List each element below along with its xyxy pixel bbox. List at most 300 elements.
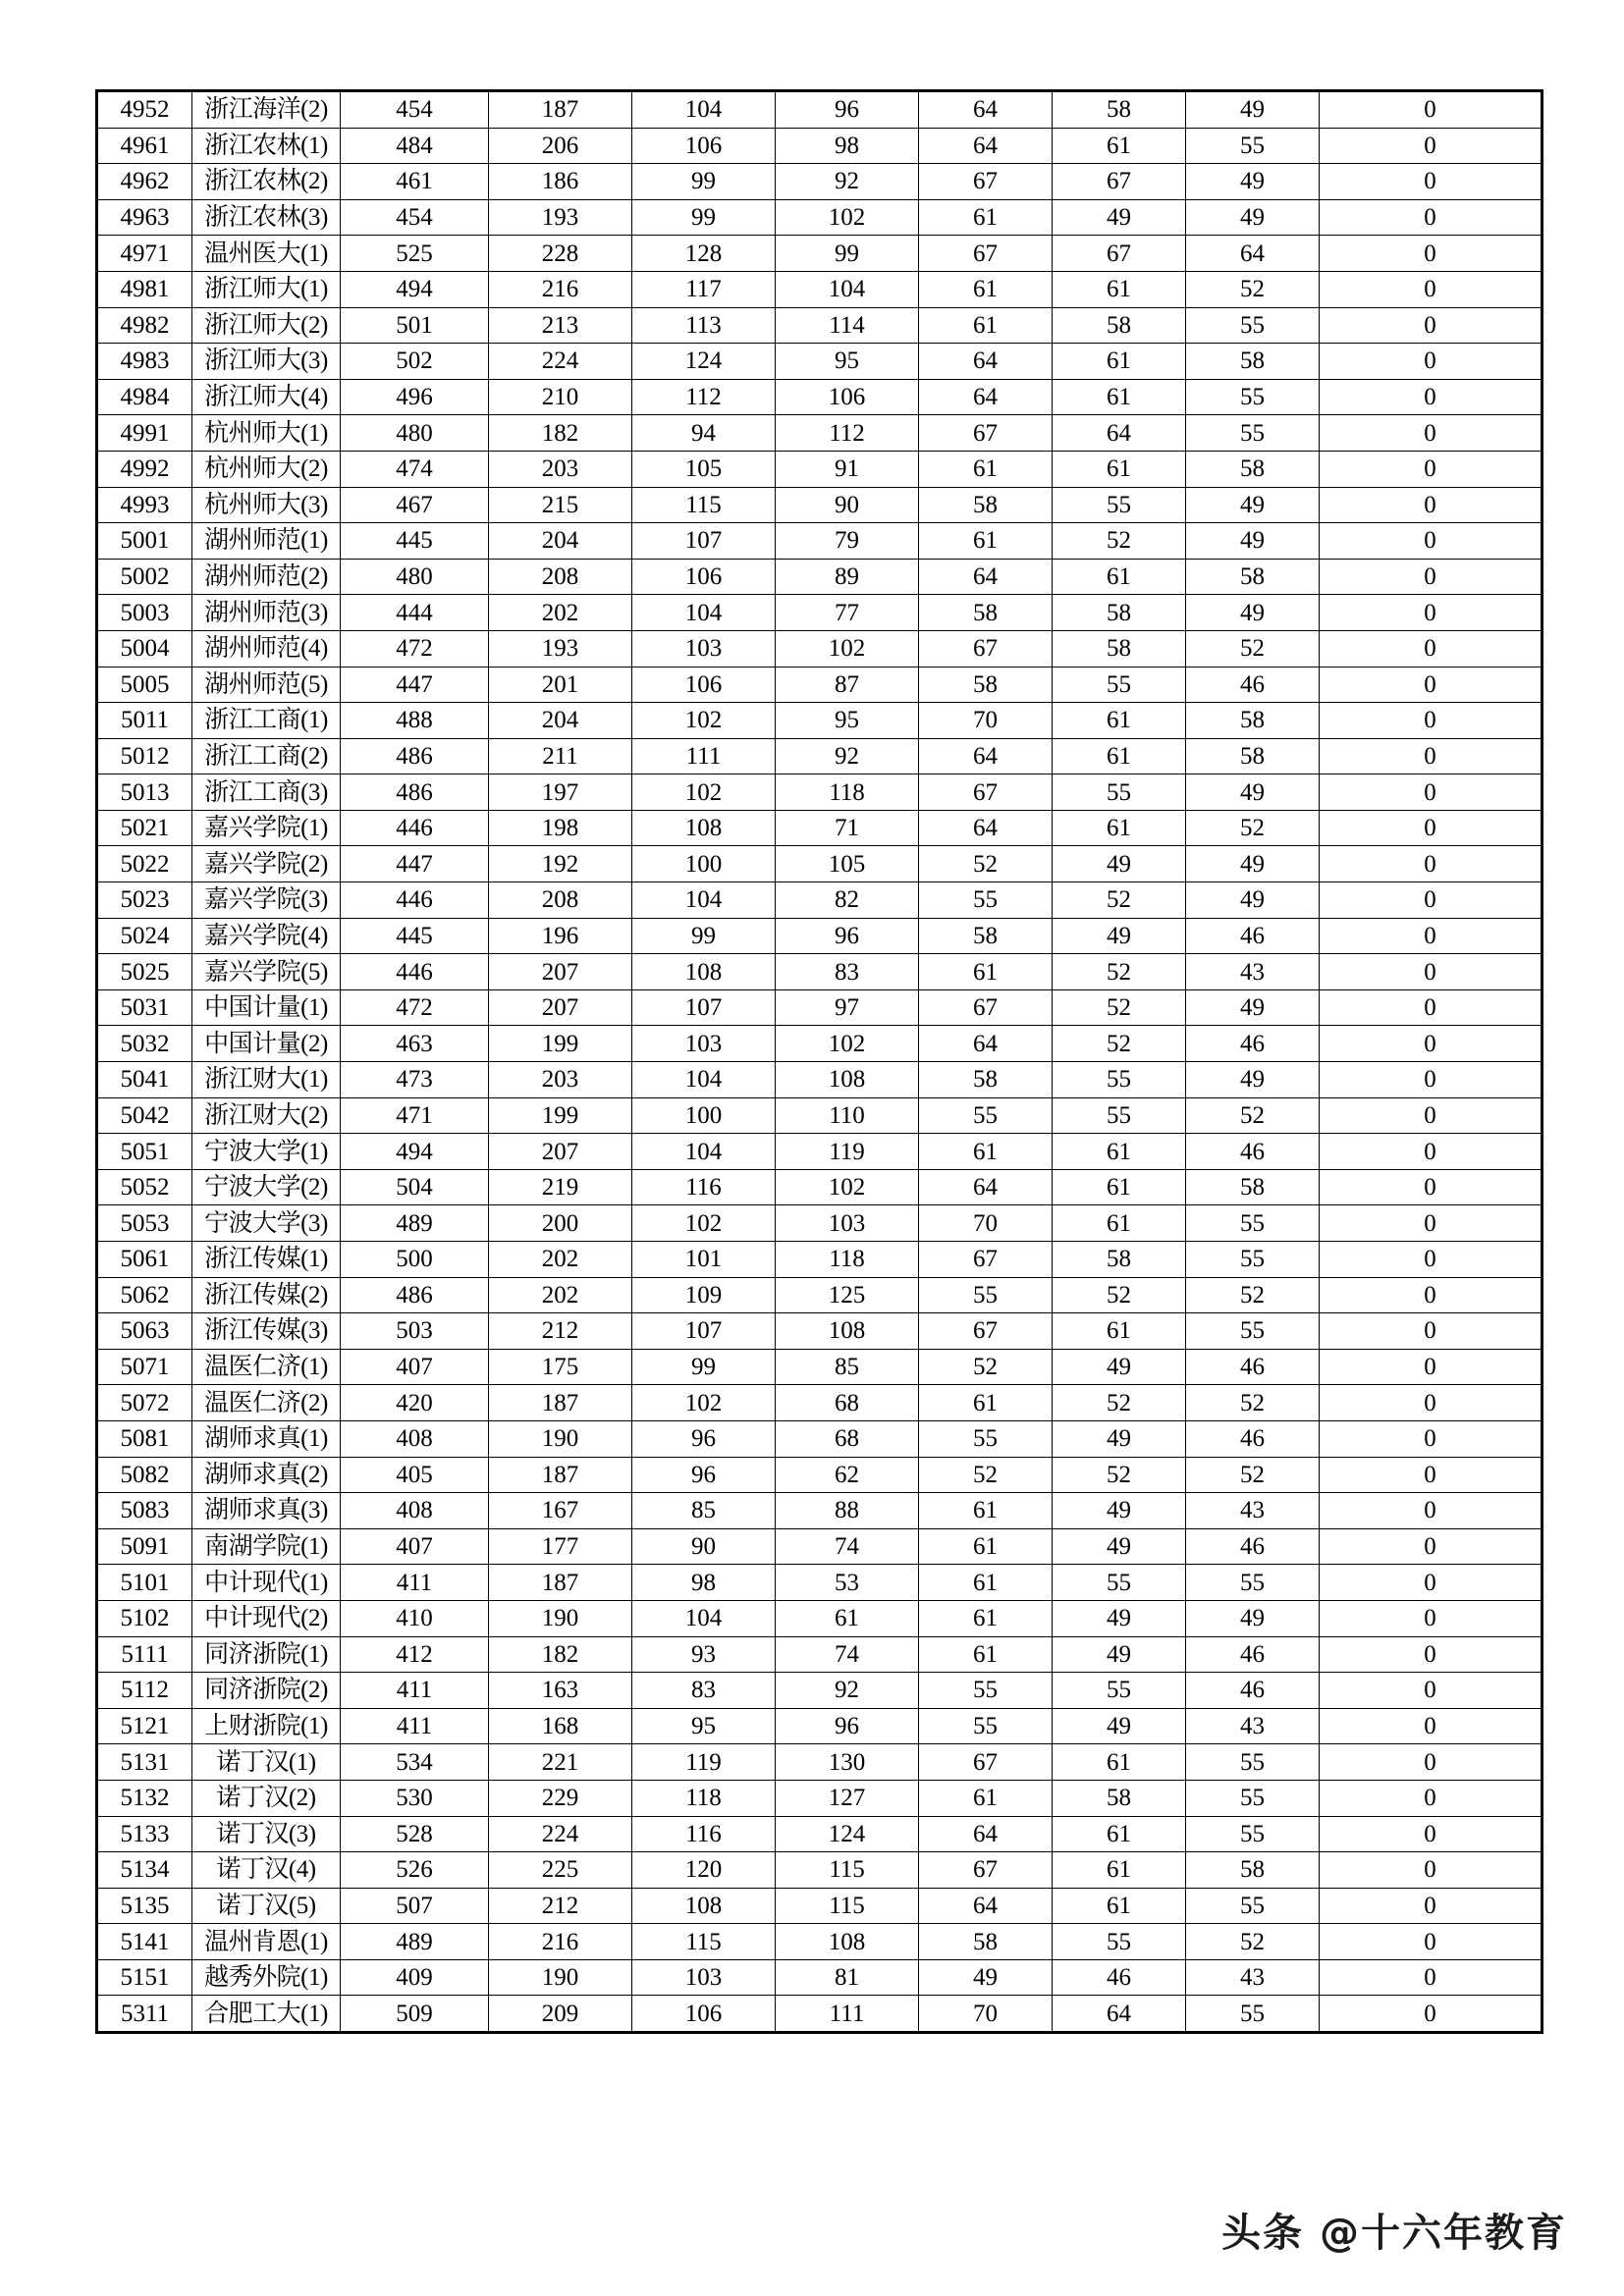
- cell-value-8: 0: [1320, 738, 1543, 774]
- cell-value-6: 67: [1053, 236, 1186, 272]
- cell-value-2: 216: [489, 271, 632, 307]
- cell-school-name: 浙江财大(1): [192, 1062, 341, 1098]
- cell-value-3: 124: [632, 344, 776, 380]
- cell-value-6: 67: [1053, 164, 1186, 200]
- cell-value-3: 100: [632, 1097, 776, 1134]
- table-row: [97, 1097, 1543, 1134]
- cell-value-4: 96: [776, 918, 919, 954]
- cell-value-8: 0: [1320, 810, 1543, 846]
- cell-value-6: 58: [1053, 91, 1186, 129]
- cell-value-7: 49: [1186, 846, 1320, 882]
- cell-value-7: 58: [1186, 703, 1320, 739]
- cell-value-4: 118: [776, 1242, 919, 1278]
- cell-code: 5002: [97, 559, 192, 595]
- cell-value-2: 177: [489, 1528, 632, 1565]
- cell-value-7: 49: [1186, 989, 1320, 1026]
- cell-value-6: 61: [1053, 1313, 1186, 1350]
- cell-value-1: 463: [341, 1026, 489, 1062]
- cell-value-2: 207: [489, 1134, 632, 1170]
- cell-code: 5082: [97, 1457, 192, 1493]
- table-row: [97, 810, 1543, 846]
- cell-school-name: 浙江工商(2): [192, 738, 341, 774]
- cell-school-name: 浙江师大(2): [192, 307, 341, 344]
- cell-value-4: 74: [776, 1636, 919, 1673]
- cell-value-1: 445: [341, 918, 489, 954]
- cell-value-8: 0: [1320, 1959, 1543, 1996]
- cell-value-2: 190: [489, 1420, 632, 1457]
- cell-school-name: 合肥工大(1): [192, 1996, 341, 2033]
- cell-value-6: 61: [1053, 344, 1186, 380]
- cell-value-1: 530: [341, 1780, 489, 1816]
- cell-code: 5041: [97, 1062, 192, 1098]
- cell-value-3: 104: [632, 595, 776, 631]
- cell-value-5: 61: [919, 451, 1053, 487]
- cell-code: 5111: [97, 1636, 192, 1673]
- cell-value-6: 61: [1053, 1888, 1186, 1924]
- cell-value-3: 103: [632, 630, 776, 667]
- cell-value-3: 115: [632, 1924, 776, 1960]
- cell-value-4: 90: [776, 487, 919, 523]
- cell-value-4: 127: [776, 1780, 919, 1816]
- cell-school-name: 同济浙院(2): [192, 1673, 341, 1709]
- table-row: [97, 1924, 1543, 1960]
- cell-value-8: 0: [1320, 559, 1543, 595]
- cell-value-6: 55: [1053, 1062, 1186, 1098]
- cell-code: 4983: [97, 344, 192, 380]
- score-table-container: [95, 89, 1529, 2034]
- cell-value-2: 211: [489, 738, 632, 774]
- table-row: [97, 1888, 1543, 1924]
- cell-value-4: 82: [776, 882, 919, 919]
- cell-value-8: 0: [1320, 91, 1543, 129]
- table-row: [97, 954, 1543, 990]
- cell-code: 5023: [97, 882, 192, 919]
- cell-value-5: 58: [919, 1062, 1053, 1098]
- cell-value-3: 99: [632, 1349, 776, 1385]
- cell-value-1: 502: [341, 344, 489, 380]
- cell-value-7: 49: [1186, 487, 1320, 523]
- cell-value-2: 209: [489, 1996, 632, 2033]
- cell-value-6: 58: [1053, 595, 1186, 631]
- cell-value-1: 447: [341, 667, 489, 703]
- table-row: [97, 1277, 1543, 1313]
- cell-value-1: 526: [341, 1852, 489, 1889]
- cell-school-name: 浙江农林(1): [192, 128, 341, 164]
- table-row: [97, 1420, 1543, 1457]
- table-row: [97, 1673, 1543, 1709]
- cell-value-1: 488: [341, 703, 489, 739]
- cell-value-4: 96: [776, 91, 919, 129]
- cell-value-4: 74: [776, 1528, 919, 1565]
- cell-code: 5001: [97, 523, 192, 560]
- cell-value-4: 92: [776, 1673, 919, 1709]
- cell-value-4: 102: [776, 1026, 919, 1062]
- cell-code: 5052: [97, 1169, 192, 1205]
- cell-value-8: 0: [1320, 1852, 1543, 1889]
- cell-value-6: 55: [1053, 487, 1186, 523]
- cell-value-6: 49: [1053, 1636, 1186, 1673]
- cell-value-8: 0: [1320, 1420, 1543, 1457]
- cell-school-name: 宁波大学(3): [192, 1205, 341, 1242]
- cell-value-4: 102: [776, 199, 919, 236]
- cell-value-5: 55: [919, 882, 1053, 919]
- cell-value-4: 102: [776, 630, 919, 667]
- cell-value-4: 104: [776, 271, 919, 307]
- cell-value-7: 55: [1186, 1313, 1320, 1350]
- cell-value-1: 507: [341, 1888, 489, 1924]
- cell-value-3: 103: [632, 1959, 776, 1996]
- cell-value-2: 200: [489, 1205, 632, 1242]
- cell-value-2: 182: [489, 415, 632, 452]
- cell-value-7: 55: [1186, 1816, 1320, 1852]
- cell-value-7: 52: [1186, 1277, 1320, 1313]
- cell-value-5: 52: [919, 1349, 1053, 1385]
- cell-value-1: 473: [341, 1062, 489, 1098]
- cell-value-7: 46: [1186, 1636, 1320, 1673]
- cell-value-4: 95: [776, 344, 919, 380]
- cell-code: 5132: [97, 1780, 192, 1816]
- cell-value-5: 58: [919, 667, 1053, 703]
- cell-value-2: 208: [489, 559, 632, 595]
- cell-value-1: 486: [341, 774, 489, 811]
- cell-value-1: 486: [341, 738, 489, 774]
- cell-code: 5063: [97, 1313, 192, 1350]
- cell-value-6: 49: [1053, 1420, 1186, 1457]
- cell-value-7: 55: [1186, 1996, 1320, 2033]
- cell-value-4: 99: [776, 236, 919, 272]
- table-row: [97, 1600, 1543, 1636]
- watermark-text: 头条 @十六年教育: [1221, 2211, 1567, 2256]
- cell-value-6: 49: [1053, 1528, 1186, 1565]
- cell-value-8: 0: [1320, 1528, 1543, 1565]
- cell-value-6: 52: [1053, 1385, 1186, 1421]
- cell-value-7: 49: [1186, 1062, 1320, 1098]
- cell-value-7: 49: [1186, 523, 1320, 560]
- cell-value-6: 52: [1053, 882, 1186, 919]
- cell-code: 5032: [97, 1026, 192, 1062]
- cell-value-2: 175: [489, 1349, 632, 1385]
- cell-value-4: 125: [776, 1277, 919, 1313]
- cell-school-name: 诺丁汉(5): [192, 1888, 341, 1924]
- cell-value-5: 61: [919, 1134, 1053, 1170]
- cell-value-6: 61: [1053, 128, 1186, 164]
- cell-value-4: 61: [776, 1600, 919, 1636]
- table-row: [97, 1242, 1543, 1278]
- cell-code: 5013: [97, 774, 192, 811]
- cell-value-6: 61: [1053, 1852, 1186, 1889]
- cell-value-8: 0: [1320, 379, 1543, 415]
- cell-school-name: 上财浙院(1): [192, 1708, 341, 1744]
- cell-code: 5025: [97, 954, 192, 990]
- cell-school-name: 中计现代(1): [192, 1565, 341, 1601]
- cell-value-7: 58: [1186, 738, 1320, 774]
- cell-value-8: 0: [1320, 1888, 1543, 1924]
- cell-value-8: 0: [1320, 882, 1543, 919]
- cell-value-3: 117: [632, 271, 776, 307]
- cell-value-6: 61: [1053, 1744, 1186, 1781]
- cell-value-2: 197: [489, 774, 632, 811]
- cell-school-name: 湖州师范(1): [192, 523, 341, 560]
- cell-value-5: 61: [919, 1636, 1053, 1673]
- cell-value-7: 52: [1186, 1924, 1320, 1960]
- cell-value-7: 49: [1186, 199, 1320, 236]
- table-row: [97, 1708, 1543, 1744]
- cell-value-5: 61: [919, 1493, 1053, 1529]
- cell-value-8: 0: [1320, 1277, 1543, 1313]
- cell-value-7: 58: [1186, 1169, 1320, 1205]
- cell-code: 5042: [97, 1097, 192, 1134]
- cell-value-3: 103: [632, 1026, 776, 1062]
- cell-value-7: 46: [1186, 918, 1320, 954]
- cell-value-2: 201: [489, 667, 632, 703]
- cell-value-8: 0: [1320, 667, 1543, 703]
- cell-value-1: 411: [341, 1708, 489, 1744]
- cell-value-1: 496: [341, 379, 489, 415]
- cell-school-name: 越秀外院(1): [192, 1959, 341, 1996]
- cell-value-1: 472: [341, 989, 489, 1026]
- cell-value-5: 67: [919, 164, 1053, 200]
- table-row: [97, 846, 1543, 882]
- cell-value-4: 62: [776, 1457, 919, 1493]
- cell-value-8: 0: [1320, 1780, 1543, 1816]
- cell-value-5: 61: [919, 1780, 1053, 1816]
- cell-value-7: 52: [1186, 1457, 1320, 1493]
- cell-school-name: 中计现代(2): [192, 1600, 341, 1636]
- cell-code: 5112: [97, 1673, 192, 1709]
- cell-value-1: 471: [341, 1097, 489, 1134]
- cell-school-name: 杭州师大(2): [192, 451, 341, 487]
- cell-value-3: 100: [632, 846, 776, 882]
- cell-value-1: 407: [341, 1528, 489, 1565]
- cell-value-2: 187: [489, 1385, 632, 1421]
- cell-value-3: 104: [632, 1600, 776, 1636]
- cell-value-3: 104: [632, 1062, 776, 1098]
- cell-value-7: 49: [1186, 91, 1320, 129]
- cell-value-8: 0: [1320, 1026, 1543, 1062]
- table-row: [97, 1349, 1543, 1385]
- cell-value-3: 115: [632, 487, 776, 523]
- cell-value-1: 408: [341, 1493, 489, 1529]
- cell-value-4: 89: [776, 559, 919, 595]
- cell-value-3: 90: [632, 1528, 776, 1565]
- cell-school-name: 湖师求真(2): [192, 1457, 341, 1493]
- score-table-body: [97, 91, 1543, 2033]
- cell-value-5: 67: [919, 236, 1053, 272]
- cell-value-3: 102: [632, 703, 776, 739]
- cell-school-name: 宁波大学(1): [192, 1134, 341, 1170]
- cell-value-3: 107: [632, 1313, 776, 1350]
- table-row: [97, 1313, 1543, 1350]
- cell-value-4: 92: [776, 738, 919, 774]
- cell-value-4: 118: [776, 774, 919, 811]
- cell-value-5: 70: [919, 703, 1053, 739]
- cell-value-2: 190: [489, 1600, 632, 1636]
- cell-value-4: 111: [776, 1996, 919, 2033]
- table-row: [97, 307, 1543, 344]
- cell-value-4: 97: [776, 989, 919, 1026]
- cell-value-1: 472: [341, 630, 489, 667]
- cell-value-1: 480: [341, 559, 489, 595]
- cell-value-3: 106: [632, 667, 776, 703]
- cell-school-name: 温州医大(1): [192, 236, 341, 272]
- cell-value-6: 49: [1053, 1349, 1186, 1385]
- cell-value-2: 202: [489, 595, 632, 631]
- cell-value-6: 52: [1053, 1026, 1186, 1062]
- cell-value-6: 52: [1053, 1457, 1186, 1493]
- table-row: [97, 91, 1543, 129]
- cell-value-8: 0: [1320, 199, 1543, 236]
- cell-value-2: 216: [489, 1924, 632, 1960]
- cell-value-1: 494: [341, 271, 489, 307]
- cell-value-1: 407: [341, 1349, 489, 1385]
- cell-value-7: 52: [1186, 1385, 1320, 1421]
- cell-value-2: 212: [489, 1888, 632, 1924]
- table-row: [97, 128, 1543, 164]
- cell-value-6: 61: [1053, 271, 1186, 307]
- cell-value-1: 500: [341, 1242, 489, 1278]
- cell-value-6: 64: [1053, 1996, 1186, 2033]
- cell-value-6: 49: [1053, 199, 1186, 236]
- cell-value-4: 112: [776, 415, 919, 452]
- cell-value-1: 528: [341, 1816, 489, 1852]
- cell-value-5: 55: [919, 1420, 1053, 1457]
- cell-school-name: 湖州师范(2): [192, 559, 341, 595]
- cell-school-name: 南湖学院(1): [192, 1528, 341, 1565]
- cell-value-6: 58: [1053, 307, 1186, 344]
- cell-value-4: 105: [776, 846, 919, 882]
- table-row: [97, 1780, 1543, 1816]
- cell-school-name: 浙江农林(2): [192, 164, 341, 200]
- cell-value-5: 64: [919, 91, 1053, 129]
- cell-school-name: 中国计量(1): [192, 989, 341, 1026]
- cell-value-2: 219: [489, 1169, 632, 1205]
- cell-value-2: 193: [489, 199, 632, 236]
- cell-school-name: 湖州师范(5): [192, 667, 341, 703]
- cell-code: 5102: [97, 1600, 192, 1636]
- cell-value-6: 49: [1053, 1708, 1186, 1744]
- cell-value-6: 52: [1053, 1277, 1186, 1313]
- cell-value-6: 61: [1053, 1205, 1186, 1242]
- cell-value-5: 55: [919, 1277, 1053, 1313]
- cell-value-1: 504: [341, 1169, 489, 1205]
- table-row: [97, 989, 1543, 1026]
- cell-value-5: 55: [919, 1673, 1053, 1709]
- cell-value-5: 70: [919, 1205, 1053, 1242]
- cell-value-6: 52: [1053, 954, 1186, 990]
- cell-value-8: 0: [1320, 1457, 1543, 1493]
- cell-value-8: 0: [1320, 1097, 1543, 1134]
- cell-value-7: 46: [1186, 1134, 1320, 1170]
- cell-code: 4991: [97, 415, 192, 452]
- cell-value-1: 494: [341, 1134, 489, 1170]
- cell-value-8: 0: [1320, 1385, 1543, 1421]
- cell-value-8: 0: [1320, 595, 1543, 631]
- cell-code: 4993: [97, 487, 192, 523]
- cell-value-8: 0: [1320, 1134, 1543, 1170]
- cell-value-2: 204: [489, 703, 632, 739]
- cell-code: 4971: [97, 236, 192, 272]
- cell-code: 5022: [97, 846, 192, 882]
- cell-value-4: 83: [776, 954, 919, 990]
- cell-value-3: 113: [632, 307, 776, 344]
- cell-value-3: 95: [632, 1708, 776, 1744]
- cell-value-4: 96: [776, 1708, 919, 1744]
- cell-code: 5024: [97, 918, 192, 954]
- cell-value-4: 114: [776, 307, 919, 344]
- cell-value-1: 408: [341, 1420, 489, 1457]
- score-table: [95, 89, 1543, 2034]
- cell-value-3: 106: [632, 128, 776, 164]
- cell-value-5: 67: [919, 1313, 1053, 1350]
- cell-value-8: 0: [1320, 703, 1543, 739]
- cell-value-1: 503: [341, 1313, 489, 1350]
- cell-code: 5121: [97, 1708, 192, 1744]
- cell-value-7: 49: [1186, 774, 1320, 811]
- cell-value-8: 0: [1320, 1708, 1543, 1744]
- cell-value-5: 64: [919, 1816, 1053, 1852]
- cell-value-7: 52: [1186, 271, 1320, 307]
- table-row: [97, 487, 1543, 523]
- table-row: [97, 1205, 1543, 1242]
- cell-school-name: 浙江师大(4): [192, 379, 341, 415]
- cell-value-3: 120: [632, 1852, 776, 1889]
- cell-value-6: 61: [1053, 1169, 1186, 1205]
- cell-code: 5091: [97, 1528, 192, 1565]
- cell-value-8: 0: [1320, 1636, 1543, 1673]
- cell-value-8: 0: [1320, 1816, 1543, 1852]
- cell-value-8: 0: [1320, 1493, 1543, 1529]
- cell-value-8: 0: [1320, 1673, 1543, 1709]
- table-row: [97, 1493, 1543, 1529]
- cell-value-6: 64: [1053, 415, 1186, 452]
- cell-value-4: 88: [776, 1493, 919, 1529]
- cell-value-6: 49: [1053, 1493, 1186, 1529]
- table-row: [97, 703, 1543, 739]
- cell-school-name: 湖师求真(1): [192, 1420, 341, 1457]
- cell-code: 5005: [97, 667, 192, 703]
- cell-value-1: 446: [341, 810, 489, 846]
- cell-value-1: 467: [341, 487, 489, 523]
- cell-value-5: 55: [919, 1708, 1053, 1744]
- cell-school-name: 嘉兴学院(5): [192, 954, 341, 990]
- cell-value-3: 108: [632, 1888, 776, 1924]
- cell-value-8: 0: [1320, 918, 1543, 954]
- cell-code: 5031: [97, 989, 192, 1026]
- cell-value-8: 0: [1320, 1565, 1543, 1601]
- cell-value-3: 99: [632, 918, 776, 954]
- cell-value-7: 55: [1186, 128, 1320, 164]
- cell-value-7: 64: [1186, 236, 1320, 272]
- cell-school-name: 温医仁济(2): [192, 1385, 341, 1421]
- cell-value-8: 0: [1320, 307, 1543, 344]
- cell-value-2: 196: [489, 918, 632, 954]
- cell-value-4: 71: [776, 810, 919, 846]
- cell-value-4: 115: [776, 1852, 919, 1889]
- cell-school-name: 杭州师大(3): [192, 487, 341, 523]
- cell-value-3: 116: [632, 1169, 776, 1205]
- table-row: [97, 415, 1543, 452]
- cell-code: 4962: [97, 164, 192, 200]
- cell-value-5: 67: [919, 1852, 1053, 1889]
- cell-school-name: 嘉兴学院(2): [192, 846, 341, 882]
- cell-school-name: 湖师求真(3): [192, 1493, 341, 1529]
- cell-value-3: 108: [632, 954, 776, 990]
- cell-value-1: 474: [341, 451, 489, 487]
- cell-value-1: 489: [341, 1205, 489, 1242]
- table-row: [97, 271, 1543, 307]
- cell-value-8: 0: [1320, 1924, 1543, 1960]
- cell-code: 5053: [97, 1205, 192, 1242]
